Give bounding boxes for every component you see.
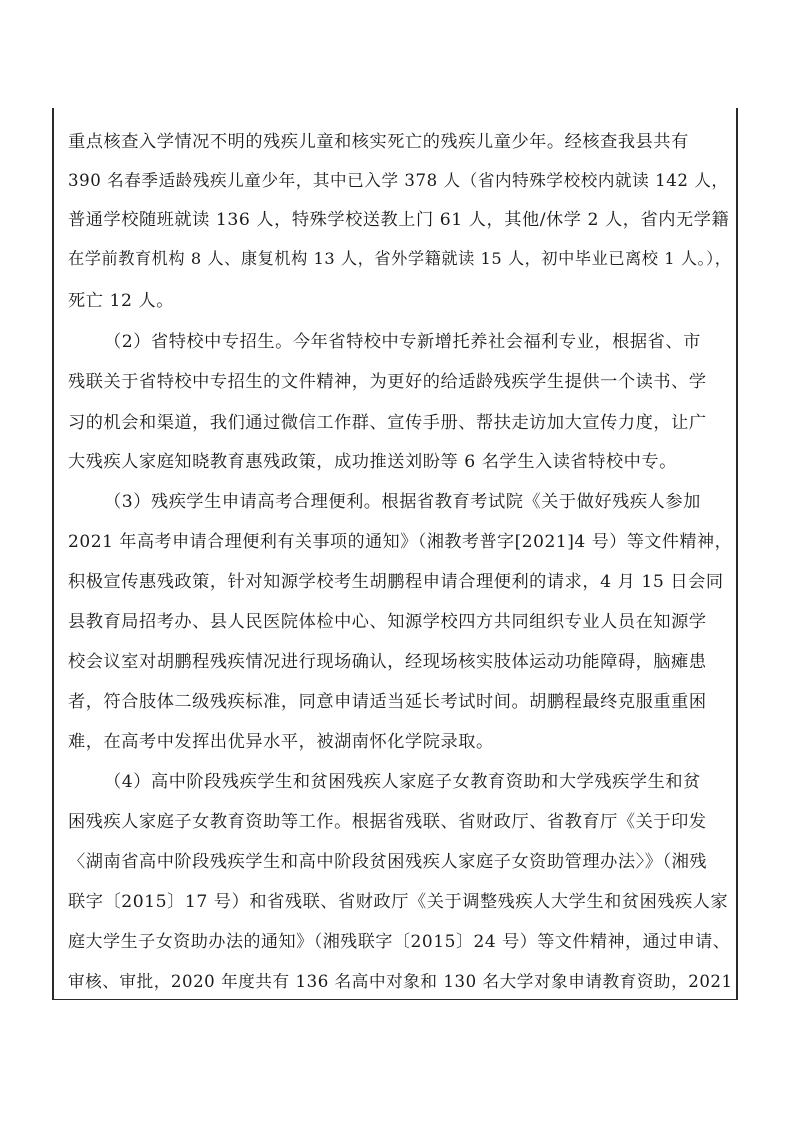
text-line: 庭大学生子女资助办法的通知》（湘残联字〔2015〕24 号）等文件精神，通过申请、 — [68, 932, 731, 952]
text-line: 县教育局招考办、县人民医院体检中心、知源学校四方共同组织专业人员在知源学 — [68, 612, 707, 632]
text-line: 残联关于省特校中专招生的文件精神，为更好的给适龄残疾学生提供一个读书、学 — [68, 372, 707, 392]
text-line: 积极宣传惠残政策，针对知源学校考生胡鹏程申请合理便利的请求，4 月 15 日会同 — [68, 572, 724, 592]
text-line: 390 名春季适龄残疾儿童少年，其中已入学 378 人（省内特殊学校校内就读 142 人， — [68, 171, 729, 190]
paragraph-2-first-line: （2）省特校中专招生。今年省特校中专新增托养社会福利专业，根据省、市 — [104, 332, 701, 352]
text-line: 大残疾人家庭知晓教育惠残政策，成功推送刘盼等 6 名学生入读省特校中专。 — [68, 452, 677, 472]
text-line: 困残疾人家庭子女教育资助等工作。根据省残联、省财政厅、省教育厅《关于印发 — [68, 812, 707, 832]
paragraph-3-first-line: （3）残疾学生申请高考合理便利。根据省教育考试院《关于做好残疾人参加 — [104, 492, 701, 512]
text-line: 〈湖南省高中阶段残疾学生和高中阶段贫困残疾人家庭子女资助管理办法〉》（湘残 — [68, 852, 708, 872]
text-line: 普通学校随班就读 136 人，特殊学校送教上门 61 人，其他/休学 2 人，省内无学籍 — [68, 210, 730, 230]
text-line: 2021 年高考申请合理便利有关事项的通知》（湘教考普字[2021]4 号）等文件精神， — [68, 532, 733, 552]
text-line: 死亡 12 人。 — [68, 291, 174, 311]
text-line: 习的机会和渠道，我们通过微信工作群、宣传手册、帮扶走访加大宣传力度，让广 — [68, 413, 707, 433]
text-line: 在学前教育机构 8 人、康复机构 13 人，省外学籍就读 15 人，初中毕业已离校 1 人。）， — [68, 249, 732, 268]
text-line: 校会议室对胡鹏程残疾情况进行现场确认，经现场核实肢体运动功能障碍，脑瘫患 — [68, 652, 707, 672]
text-line: 联字〔2015〕17 号）和省残联、省财政厅《关于调整残疾人大学生和贫困残疾人家 — [68, 892, 729, 912]
text-line: 审核、审批，2020 年度共有 136 名高中对象和 130 名大学对象申请教育资助，2021 — [68, 972, 733, 991]
text-line: 难，在高考中发挥出优异水平，被湖南怀化学院录取。 — [68, 732, 494, 752]
text-line: 重点核查入学情况不明的残疾儿童和核实死亡的残疾儿童少年。经核查我县共有 — [68, 132, 689, 152]
paragraph-4-first-line: （4）高中阶段残疾学生和贫困残疾人家庭子女教育资助和大学残疾学生和贫 — [104, 772, 701, 792]
text-line: 者，符合肢体二级残疾标准，同意申请适当延长考试时间。胡鹏程最终克服重重困 — [68, 692, 707, 712]
